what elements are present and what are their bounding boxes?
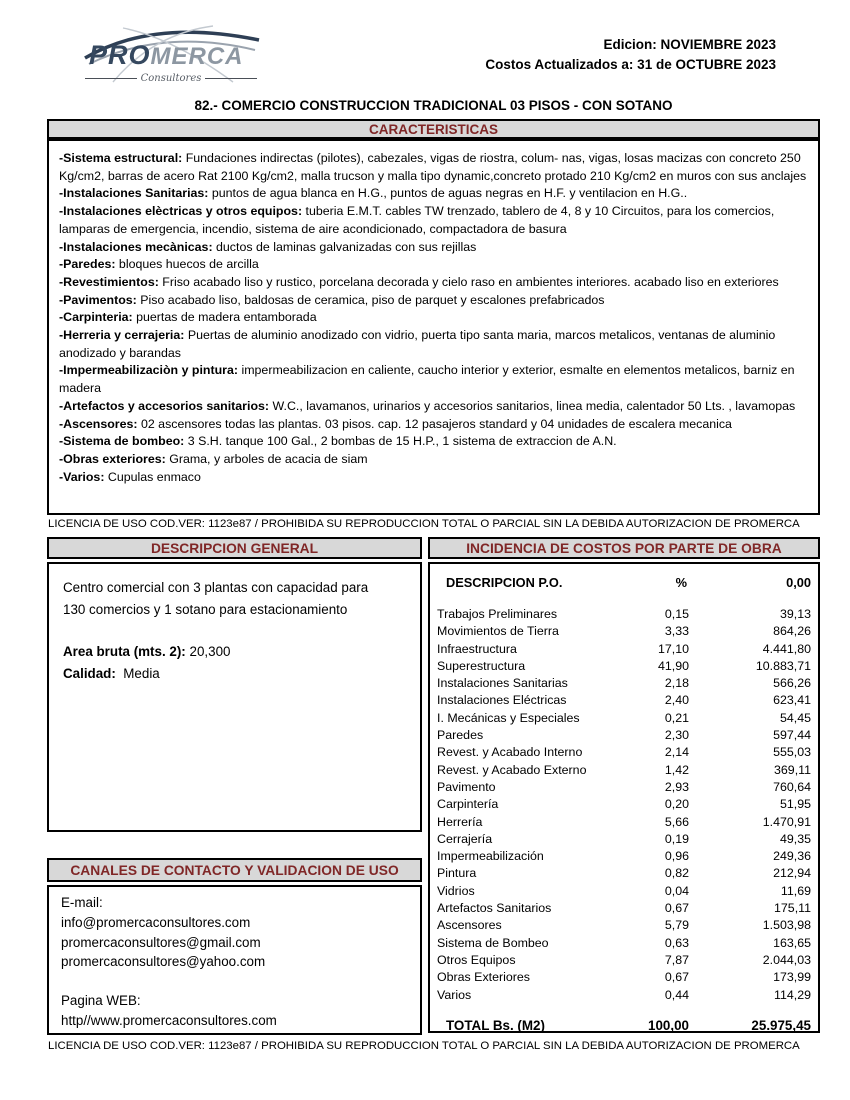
caracteristica-label: -Instalaciones Sanitarias: <box>59 186 209 201</box>
caracteristica-text: Fundaciones indirectas (pilotes), cabezales, vigas de riostra, colum- nas, vigas, losas macizas con concreto 250 Kg/cm2, barras de acero Rat 2100 Kg/cm2, malla trucson y malla tipo dynamic,concreto protado 210 Kg/cm2 en muros con sus anclajes <box>59 151 807 183</box>
incidencia-rows <box>437 606 811 1004</box>
cost-row <box>437 658 811 675</box>
canales-contacto-header: CANALES DE CONTACTO Y VALIDACION DE USO <box>47 858 422 882</box>
caracteristica-label: -Varios: <box>59 469 105 484</box>
cost-row <box>437 883 811 900</box>
cost-row-name: Instalaciones Eléctricas <box>437 693 567 708</box>
cost-row-name: Sistema de Bombeo <box>437 935 549 950</box>
cost-row-val: 1.503,98 <box>762 918 811 933</box>
caracteristica-label: -Obras exteriores: <box>59 451 166 466</box>
cost-row <box>437 935 811 952</box>
caracteristica-item <box>59 274 808 292</box>
cost-row-val: 369,11 <box>774 762 811 777</box>
email-list <box>61 913 408 972</box>
edition-block <box>485 35 776 75</box>
caracteristica-text: tuberia E.M.T. cables TW trenzado, tablero de 4, 8 y 10 Circuitos, para los comercios, lamparas de emergencia, incendio, sistema de aire acondicionado, compactadora de basura <box>59 204 775 236</box>
logo-subtitle <box>85 73 257 84</box>
incidencia-box <box>428 562 820 1033</box>
cost-row-val: 10.883,71 <box>755 658 811 673</box>
cost-row-pct: 41,90 <box>657 658 689 673</box>
cost-row-pct: 0,21 <box>664 710 689 725</box>
col-percent: % <box>675 575 687 590</box>
caracteristicas-header: CARACTERISTICAS <box>47 119 820 139</box>
calidad-value: Media <box>123 665 160 681</box>
cost-row <box>437 727 811 744</box>
cost-row-pct: 0,20 <box>664 797 689 812</box>
calidad-row <box>63 663 408 685</box>
calidad-label: Calidad: <box>63 665 116 681</box>
caracteristica-label: -Ascensores: <box>59 416 138 431</box>
cost-row-val: 623,41 <box>773 693 811 708</box>
logo-text-merca: MERCA <box>150 43 244 70</box>
total-value: 25.975,45 <box>751 1017 811 1033</box>
caracteristica-text: Friso acabado liso y rustico, porcelana decorada y cielo raso en ambientes interiores. acabado liso en exteriores <box>158 274 779 289</box>
cost-row-pct: 2,14 <box>664 745 689 760</box>
cost-row-pct: 2,40 <box>664 693 689 708</box>
incidencia-column-headers <box>437 575 811 590</box>
license-line-top: LICENCIA DE USO COD.VER: 1123e87 / PROHIBIDA SU REPRODUCCION TOTAL O PARCIAL SIN LA DEBIDA AUTORIZACION DE PROMERCA <box>48 518 800 530</box>
cost-row-name: Obras Exteriores <box>437 970 530 985</box>
logo-subtitle-text: Consultores <box>140 73 202 84</box>
cost-row <box>437 744 811 761</box>
cost-row-name: Vidrios <box>437 883 475 898</box>
descripcion-general-box <box>47 562 422 832</box>
email-label: E-mail: <box>61 895 103 910</box>
cost-row <box>437 831 811 848</box>
caracteristica-item <box>59 398 808 416</box>
cost-row-val: 212,94 <box>773 866 811 881</box>
cost-row-name: Cerrajería <box>437 831 493 846</box>
caracteristica-text: W.C., lavamanos, urinarios y accesorios sanitarios, linea media, calentador 50 Lts. , lavamopas <box>269 398 796 413</box>
cost-row <box>437 623 811 640</box>
cost-row <box>437 606 811 623</box>
spacer <box>63 620 408 641</box>
cost-row <box>437 848 811 865</box>
cost-row <box>437 917 811 934</box>
caracteristica-item <box>59 433 808 451</box>
cost-row <box>437 675 811 692</box>
logo-rule-left <box>85 78 137 79</box>
cost-row-name: Otros Equipos <box>437 952 516 967</box>
cost-row-val: 864,26 <box>773 624 811 639</box>
cost-row-val: 49,35 <box>779 831 811 846</box>
caracteristica-item <box>59 185 808 203</box>
caracteristica-item <box>59 327 808 362</box>
cost-row <box>437 779 811 796</box>
edition-line: Edicion: NOVIEMBRE 2023 <box>603 37 776 52</box>
cost-row <box>437 900 811 917</box>
caracteristica-text: 02 ascensores todas las plantas. 03 pisos. cap. 12 pasajeros standard y 04 unidades de escalera mecanica <box>137 416 732 431</box>
logo-rule-right <box>205 78 257 79</box>
contacto-box <box>47 885 422 1035</box>
cost-row-pct: 1,42 <box>664 762 689 777</box>
cost-row-name: Movimientos de Tierra <box>437 624 559 639</box>
area-bruta-row <box>63 641 408 663</box>
cost-row-val: 249,36 <box>773 849 811 864</box>
page-title: 82.- COMERCIO CONSTRUCCION TRADICIONAL 03 PISOS - CON SOTANO <box>194 98 673 113</box>
cost-row-pct: 0,82 <box>664 866 689 881</box>
caracteristica-text: ductos de laminas galvanizadas con sus rejillas <box>212 239 477 254</box>
caracteristica-text: bloques huecos de arcilla <box>115 257 259 272</box>
cost-row-name: I. Mecánicas y Especiales <box>437 710 580 725</box>
caracteristica-item <box>59 203 808 238</box>
cost-row-val: 11,69 <box>780 883 811 898</box>
caracteristicas-box <box>47 139 820 515</box>
cost-row-name: Superestructura <box>437 658 526 673</box>
cost-row-pct: 0,44 <box>664 987 689 1002</box>
cost-row-name: Pavimento <box>437 779 496 794</box>
caracteristica-text: Piso acabado liso, baldosas de ceramica, piso de parquet y escalones prefabricados <box>136 292 605 307</box>
caracteristica-item <box>59 469 808 487</box>
cost-row-pct: 3,33 <box>664 624 689 639</box>
cost-row-pct: 7,87 <box>664 952 689 967</box>
cost-row-val: 114,29 <box>774 987 811 1002</box>
cost-row <box>437 814 811 831</box>
cost-row <box>437 969 811 986</box>
col-value: 0,00 <box>786 575 811 590</box>
caracteristica-item <box>59 239 808 257</box>
cost-row-pct: 0,67 <box>664 970 689 985</box>
logo-wordmark <box>89 40 257 71</box>
area-bruta-label: Area bruta (mts. 2): <box>63 644 186 659</box>
caracteristica-label: -Sistema de bombeo: <box>59 434 185 449</box>
cost-row-pct: 0,63 <box>664 935 689 950</box>
caracteristica-text: Grama, y arboles de acacia de siam <box>165 451 368 466</box>
email-address: info@promercaconsultores.com <box>61 914 251 930</box>
cost-row-val: 760,64 <box>773 779 811 794</box>
cost-row-name: Artefactos Sanitarios <box>437 901 552 916</box>
caracteristicas-list <box>59 150 808 486</box>
caracteristica-label: -Herreria y cerrajeria: <box>59 328 185 343</box>
cost-row-val: 2.044,03 <box>762 952 811 967</box>
cost-row-pct: 5,79 <box>664 918 689 933</box>
incidencia-header: INCIDENCIA DE COSTOS POR PARTE DE OBRA <box>428 537 820 559</box>
caracteristica-label: -Paredes: <box>59 257 116 272</box>
caracteristica-label: -Artefactos y accesorios sanitarios: <box>59 398 270 413</box>
costs-updated-line: Costos Actualizados a: 31 de OCTUBRE 2023 <box>485 57 776 72</box>
caracteristica-label: -Pavimentos: <box>59 292 137 307</box>
cost-row-val: 51,95 <box>779 797 811 812</box>
cost-row-pct: 2,18 <box>664 676 689 691</box>
cost-row <box>437 796 811 813</box>
caracteristica-text: Cupulas enmaco <box>104 469 201 484</box>
cost-row-val: 175,11 <box>774 901 811 916</box>
cost-row-pct: 2,30 <box>664 728 689 743</box>
total-label: TOTAL Bs. (M2) <box>446 1017 545 1033</box>
caracteristica-label: -Sistema estructural: <box>59 151 183 165</box>
cost-row-name: Carpintería <box>437 797 499 812</box>
caracteristica-text: Puertas de aluminio anodizado con vidrio, puerta tipo santa maria, marcos metalicos, ventanas de aluminio anodizado y barandas <box>59 328 776 360</box>
email-address: promercaconsultores@yahoo.com <box>61 954 266 970</box>
cost-row-name: Instalaciones Sanitarias <box>437 676 568 691</box>
spacer <box>61 972 408 991</box>
cost-row-name: Infraestructura <box>437 641 517 656</box>
caracteristica-label: -Revestimientos: <box>59 274 159 289</box>
cost-row-val: 4.441,80 <box>762 641 811 656</box>
cost-row <box>437 710 811 727</box>
email-address: promercaconsultores@gmail.com <box>61 934 261 950</box>
cost-row <box>437 865 811 882</box>
cost-row-name: Ascensores <box>437 918 502 933</box>
description-line: 130 comercios y 1 sotano para estacionamiento <box>63 601 348 617</box>
cost-row-val: 163,65 <box>773 935 811 950</box>
cost-row-name: Impermeabilización <box>437 849 544 864</box>
caracteristica-item <box>59 451 808 469</box>
caracteristica-item <box>59 150 808 185</box>
cost-row <box>437 987 811 1004</box>
cost-row-name: Paredes <box>437 728 484 743</box>
caracteristica-item <box>59 292 808 310</box>
descripcion-general-header: DESCRIPCION GENERAL <box>47 537 422 559</box>
total-row <box>437 1018 811 1033</box>
caracteristica-label: -Impermeabilizaciòn y pintura: <box>59 363 239 378</box>
caracteristica-text: 3 S.H. tanque 100 Gal., 2 bombas de 15 H.P., 1 sistema de extraccion de A.N. <box>184 434 617 449</box>
cost-row <box>437 641 811 658</box>
caracteristica-label: -Carpinteria: <box>59 310 133 325</box>
caracteristica-label: -Instalaciones elèctricas y otros equipos: <box>59 204 303 219</box>
cost-row-val: 173,99 <box>773 970 811 985</box>
cost-row-name: Trabajos Preliminares <box>437 607 558 621</box>
cost-row-pct: 17,10 <box>657 641 689 656</box>
col-descripcion-po: DESCRIPCION P.O. <box>446 575 563 590</box>
area-bruta-value: 20,300 <box>189 644 231 659</box>
description-line: Centro comercial con 3 plantas con capacidad para <box>63 580 369 595</box>
total-percent: 100,00 <box>648 1017 689 1033</box>
web-label: Pagina WEB: <box>61 993 141 1009</box>
cost-row-val: 54,45 <box>779 710 811 725</box>
cost-row-pct: 2,93 <box>664 779 689 794</box>
cost-row-name: Pintura <box>437 866 477 881</box>
cost-row <box>437 952 811 969</box>
caracteristica-item <box>59 362 808 397</box>
cost-row-pct: 0,15 <box>664 607 689 621</box>
cost-row-name: Varios <box>437 987 472 1002</box>
cost-row-pct: 5,66 <box>664 814 689 829</box>
cost-row-pct: 0,96 <box>664 849 689 864</box>
caracteristica-item <box>59 309 808 327</box>
license-line-bottom: LICENCIA DE USO COD.VER: 1123e87 / PROHIBIDA SU REPRODUCCION TOTAL O PARCIAL SIN LA DEBIDA AUTORIZACION DE PROMERCA <box>48 1040 800 1052</box>
cost-row-name: Revest. y Acabado Interno <box>437 745 583 760</box>
caracteristica-item <box>59 416 808 434</box>
cost-row-name: Revest. y Acabado Externo <box>437 762 587 777</box>
cost-row-val: 39,13 <box>779 607 811 621</box>
cost-row-pct: 0,04 <box>664 883 689 898</box>
caracteristica-label: -Instalaciones mecànicas: <box>59 239 213 254</box>
cost-row-val: 566,26 <box>773 676 811 691</box>
cost-row-val: 1.470,91 <box>762 814 811 829</box>
cost-row-pct: 0,67 <box>664 901 689 916</box>
cost-row-pct: 0,19 <box>664 831 689 846</box>
cost-row-val: 555,03 <box>773 745 811 760</box>
promerca-logo <box>83 24 261 88</box>
web-url: http//www.promercaconsultores.com <box>61 1012 277 1028</box>
cost-row-val: 597,44 <box>773 728 811 743</box>
cost-row-name: Herrería <box>437 814 483 829</box>
caracteristica-item <box>59 256 808 274</box>
caracteristica-text: impermeabilizacion en caliente, caucho interior y exterior, esmalte en elementos metalicos, barniz en madera <box>59 363 795 396</box>
caracteristica-text: puertas de madera entamborada <box>132 310 317 325</box>
logo-text-pro: PRO <box>89 40 151 70</box>
cost-row <box>437 762 811 779</box>
cost-row <box>437 692 811 709</box>
caracteristica-text: puntos de agua blanca en H.G., puntos de aguas negras en H.F. y ventilacion en H.G.. <box>208 186 688 201</box>
